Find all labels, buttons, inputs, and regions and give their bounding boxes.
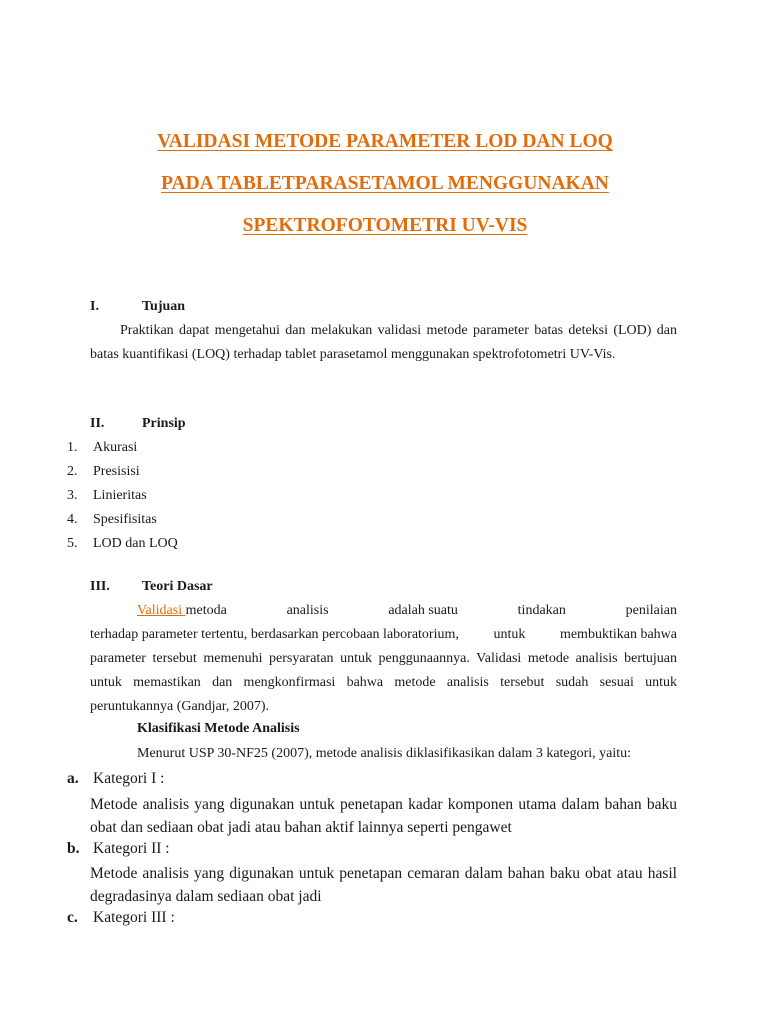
teori-line-2 — [90, 623, 677, 647]
category-label: Kategori II : — [93, 840, 170, 857]
teori-text: membuktikan bahwa — [559, 627, 677, 642]
title-line-2: PADA TABLETPARASETAMOL MENGGUNAKAN — [161, 173, 609, 194]
category-letter: b. — [67, 840, 80, 857]
section-label: Prinsip — [142, 416, 186, 431]
teori-word: tindakan — [517, 603, 566, 618]
teori-word: adalah suatu — [388, 603, 458, 618]
tujuan-paragraph: Praktikan dapat mengetahui dan melakukan validasi metode parameter batas deteksi (LOD) dan batas kuantifikasi (LOQ) terhadap tablet parasetamol menggunakan spektrofotometri UV-Vis. — [90, 323, 677, 362]
category-letter: a. — [67, 770, 79, 787]
list-text: Akurasi — [93, 440, 138, 455]
category-letter: c. — [67, 909, 78, 926]
list-text: Linieritas — [93, 488, 147, 503]
teori-word: penilaian — [625, 603, 677, 618]
category-a-description: Metode analisis yang digunakan untuk penetapan kadar komponen utama dalam bahan baku obat dan sediaan obat jadi atau bahan aktif lainnya seperti pengawet — [90, 796, 677, 836]
title-line-1: VALIDASI METODE PARAMETER LOD DAN LOQ — [157, 131, 613, 152]
category-label: Kategori III : — [93, 909, 175, 926]
category-b-description: Metode analisis yang digunakan untuk penetapan cemaran dalam bahan baku obat atau hasil degradasinya dalam sediaan obat jadi — [90, 865, 677, 905]
validasi-link[interactable]: Validasi — [137, 603, 186, 618]
category-label: Kategori I : — [93, 770, 165, 787]
list-text: Presisisi — [93, 464, 140, 479]
list-text: LOD dan LOQ — [93, 536, 178, 551]
teori-paragraph — [90, 599, 677, 719]
klasifikasi-intro: Menurut USP 30-NF25 (2007), metode analisis diklasifikasikan dalam 3 kategori, yaitu: — [137, 746, 632, 761]
teori-text: untuk — [493, 627, 526, 642]
section-label: Tujuan — [142, 299, 186, 314]
teori-word: metoda — [185, 603, 227, 618]
teori-word: analisis — [286, 603, 329, 618]
teori-line-1 — [90, 599, 677, 623]
title-line-3: SPEKTROFOTOMETRI UV-VIS — [242, 215, 528, 236]
list-number: 1. — [67, 440, 78, 455]
list-number: 5. — [67, 536, 78, 551]
teori-text: terhadap parameter tertentu, berdasarkan percobaan laboratorium, — [90, 627, 459, 642]
list-number: 2. — [67, 464, 78, 479]
section-number: II. — [90, 416, 105, 431]
section-label: Teori Dasar — [142, 579, 213, 594]
list-text: Spesifisitas — [93, 512, 157, 527]
document-title — [60, 121, 710, 247]
list-number: 3. — [67, 488, 78, 503]
section-number: I. — [90, 299, 99, 314]
section-number: III. — [90, 579, 110, 594]
teori-rest: parameter tersebut memenuhi persyaratan untuk penggunaannya. Validasi metode analisis bertujuan untuk memastikan dan mengkonfirmasi bahwa metode analisis tersebut sudah sesuai untuk peruntukannya (Gandjar, 2007). — [90, 651, 677, 714]
klasifikasi-heading: Klasifikasi Metode Analisis — [137, 721, 300, 736]
list-number: 4. — [67, 512, 78, 527]
